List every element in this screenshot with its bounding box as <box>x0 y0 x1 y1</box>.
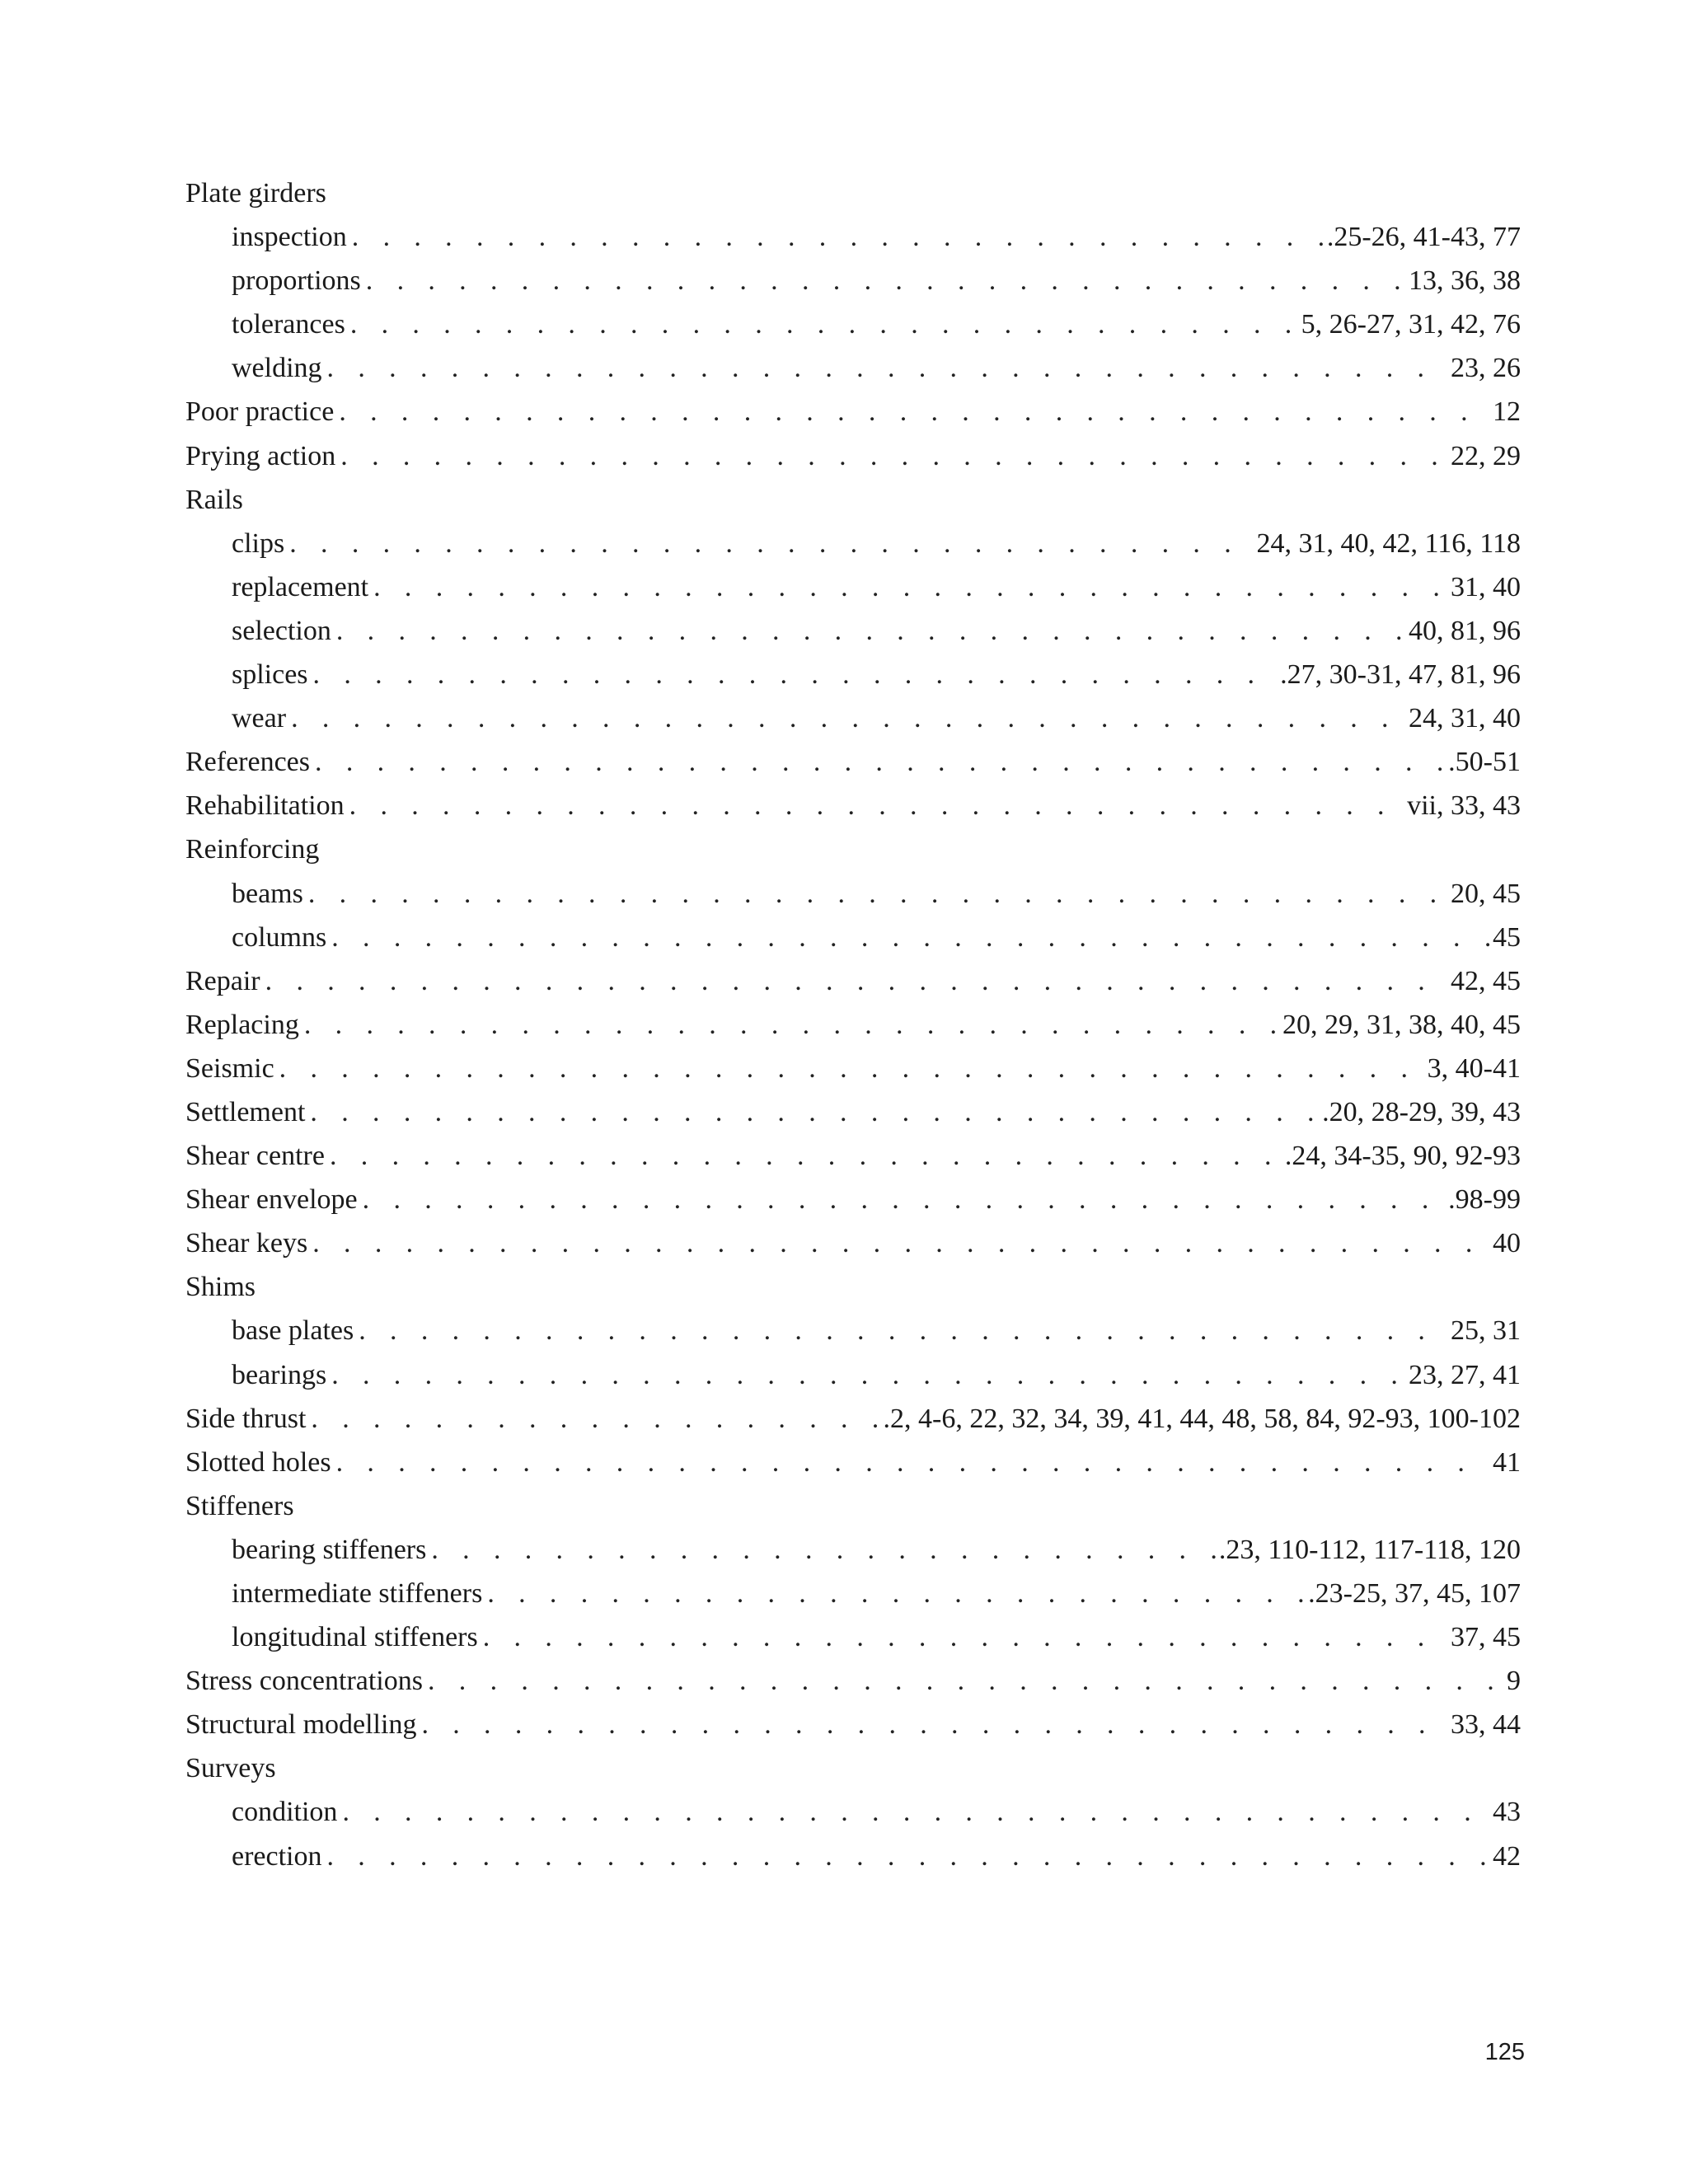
index-pages: 40, 81, 96 <box>1409 615 1521 646</box>
index-term: Side thrust <box>185 1403 307 1434</box>
index-entry <box>185 1659 1521 1703</box>
index-entry <box>185 171 1521 215</box>
index-entry <box>185 434 1521 478</box>
index-entry <box>185 1221 1521 1265</box>
index-term: Plate girders <box>185 178 326 209</box>
index-entry <box>185 1090 1521 1134</box>
dot-leader <box>310 1090 1319 1134</box>
index-entry <box>185 784 1521 827</box>
index-term: replacement <box>232 571 369 602</box>
index-term: erection <box>232 1840 322 1872</box>
dot-leader <box>339 390 1489 434</box>
index-entry <box>185 1047 1521 1090</box>
dot-leader <box>487 1572 1305 1615</box>
index-entry <box>185 1746 1521 1790</box>
index-subentry <box>185 346 1521 390</box>
index-term: columns <box>232 921 327 953</box>
index-pages: 5, 26-27, 31, 42, 76 <box>1301 309 1521 340</box>
index-subentry <box>185 1615 1521 1659</box>
dot-leader <box>315 740 1445 784</box>
dot-leader <box>336 609 1405 653</box>
dot-leader <box>312 1221 1489 1265</box>
dot-leader <box>308 872 1447 916</box>
index-pages: .25-26, 41-43, 77 <box>1326 222 1521 253</box>
index-term: Rehabilitation <box>185 790 345 822</box>
index-entry <box>185 1265 1521 1309</box>
index-entry <box>185 1484 1521 1528</box>
index-term: Shear keys <box>185 1228 308 1259</box>
dot-leader <box>331 916 1489 959</box>
index-entry <box>185 959 1521 1003</box>
index-term: clips <box>232 527 285 559</box>
index-subentry <box>185 1353 1521 1397</box>
dot-leader <box>279 1047 1424 1090</box>
index-subentry <box>185 696 1521 740</box>
index-term: Poor practice <box>185 396 335 428</box>
index-entry <box>185 1134 1521 1178</box>
page-number: 125 <box>1484 2039 1525 2065</box>
index-entry <box>185 1003 1521 1047</box>
index-term: selection <box>232 615 331 646</box>
index-pages: .23-25, 37, 45, 107 <box>1308 1578 1521 1609</box>
index-term: longitudinal stiffeners <box>232 1622 478 1653</box>
index-term: beams <box>232 878 303 909</box>
index-term: Repair <box>185 965 260 996</box>
index-subentry <box>185 522 1521 565</box>
index-pages: .50-51 <box>1448 747 1521 778</box>
index-entry <box>185 1703 1521 1746</box>
dot-leader <box>431 1528 1216 1572</box>
index-pages: .2, 4-6, 22, 32, 34, 39, 41, 44, 48, 58, 84, 92-93, 100-102 <box>883 1403 1521 1434</box>
dot-leader <box>331 1353 1405 1397</box>
index-entry <box>185 1178 1521 1221</box>
index-term: bearings <box>232 1359 327 1390</box>
dot-leader <box>313 653 1278 696</box>
index-subentry <box>185 302 1521 346</box>
index-subentry <box>185 215 1521 259</box>
dot-leader <box>311 1397 879 1441</box>
index-term: Shear centre <box>185 1141 325 1172</box>
dot-leader <box>291 696 1405 740</box>
index-list <box>185 171 1521 1878</box>
index-term: bearing stiffeners <box>232 1534 427 1565</box>
index-pages: 41 <box>1493 1446 1521 1478</box>
dot-leader <box>336 1441 1489 1484</box>
index-term: Slotted holes <box>185 1446 331 1478</box>
index-term: Reinforcing <box>185 834 320 865</box>
index-pages: .27, 30-31, 47, 81, 96 <box>1280 659 1521 691</box>
index-pages: 3, 40-41 <box>1427 1052 1521 1084</box>
index-pages: 45 <box>1493 921 1521 953</box>
index-pages: 42, 45 <box>1451 965 1521 996</box>
index-pages: 24, 31, 40 <box>1409 703 1521 734</box>
index-entry <box>185 390 1521 434</box>
index-pages: 37, 45 <box>1451 1622 1521 1653</box>
dot-leader <box>342 1790 1489 1834</box>
index-term: intermediate stiffeners <box>232 1578 483 1609</box>
index-pages: 13, 36, 38 <box>1409 265 1521 297</box>
dot-leader <box>363 1178 1446 1221</box>
dot-leader <box>289 522 1253 565</box>
index-term: condition <box>232 1797 338 1828</box>
index-subentry <box>185 1835 1521 1878</box>
index-subentry <box>185 916 1521 959</box>
index-term: Seismic <box>185 1052 274 1084</box>
index-pages: 23, 27, 41 <box>1409 1359 1521 1390</box>
dot-leader <box>366 259 1405 302</box>
index-pages: 9 <box>1507 1666 1521 1697</box>
index-pages: .24, 34-35, 90, 92-93 <box>1284 1141 1521 1172</box>
index-term: proportions <box>232 265 361 297</box>
index-entry <box>185 740 1521 784</box>
dot-leader <box>352 215 1324 259</box>
index-term: Shims <box>185 1272 256 1303</box>
index-entry <box>185 478 1521 522</box>
dot-leader <box>327 1835 1490 1878</box>
index-pages: 42 <box>1493 1840 1521 1872</box>
index-pages: 20, 29, 31, 38, 40, 45 <box>1282 1009 1521 1040</box>
dot-leader <box>373 565 1447 609</box>
index-term: Stress concentrations <box>185 1666 423 1697</box>
dot-leader <box>265 959 1447 1003</box>
index-pages: 43 <box>1493 1797 1521 1828</box>
index-pages: 33, 44 <box>1451 1709 1521 1741</box>
index-pages: 25, 31 <box>1451 1315 1521 1347</box>
index-pages: 24, 31, 40, 42, 116, 118 <box>1256 527 1521 559</box>
index-pages: 31, 40 <box>1451 571 1521 602</box>
index-term: wear <box>232 703 287 734</box>
index-subentry <box>185 1528 1521 1572</box>
index-term: Surveys <box>185 1753 276 1784</box>
index-entry <box>185 1397 1521 1441</box>
index-pages: vii, 33, 43 <box>1407 790 1521 822</box>
index-term: base plates <box>232 1315 354 1347</box>
index-subentry <box>185 1309 1521 1352</box>
dot-leader <box>350 302 1298 346</box>
dot-leader <box>359 1309 1447 1352</box>
index-term: Stiffeners <box>185 1490 294 1521</box>
index-term: Prying action <box>185 440 336 471</box>
index-subentry <box>185 259 1521 302</box>
dot-leader <box>304 1003 1279 1047</box>
index-term: References <box>185 747 311 778</box>
dot-leader <box>349 784 1404 827</box>
index-subentry <box>185 565 1521 609</box>
dot-leader <box>428 1659 1503 1703</box>
index-subentry <box>185 609 1521 653</box>
index-term: Structural modelling <box>185 1709 417 1741</box>
index-pages: .98-99 <box>1448 1184 1521 1216</box>
index-entry <box>185 827 1521 871</box>
index-term: Rails <box>185 484 243 515</box>
index-pages: 20, 45 <box>1451 878 1521 909</box>
index-subentry <box>185 872 1521 916</box>
index-term: Shear envelope <box>185 1184 358 1216</box>
index-term: Settlement <box>185 1096 306 1127</box>
index-term: inspection <box>232 222 347 253</box>
dot-leader <box>327 346 1447 390</box>
index-pages: 23, 26 <box>1451 353 1521 384</box>
dot-leader <box>340 434 1447 478</box>
dot-leader <box>330 1134 1282 1178</box>
index-pages: 12 <box>1493 396 1521 428</box>
index-pages: 40 <box>1493 1228 1521 1259</box>
index-term: splices <box>232 659 308 691</box>
index-subentry <box>185 1572 1521 1615</box>
index-pages: .23, 110-112, 117-118, 120 <box>1218 1534 1521 1565</box>
dot-leader <box>421 1703 1447 1746</box>
index-pages: .20, 28-29, 39, 43 <box>1322 1096 1521 1127</box>
index-subentry <box>185 1790 1521 1834</box>
index-term: Replacing <box>185 1009 299 1040</box>
dot-leader <box>483 1615 1447 1659</box>
index-pages: 22, 29 <box>1451 440 1521 471</box>
index-entry <box>185 1441 1521 1484</box>
index-term: tolerances <box>232 309 345 340</box>
index-subentry <box>185 653 1521 696</box>
index-term: welding <box>232 353 322 384</box>
